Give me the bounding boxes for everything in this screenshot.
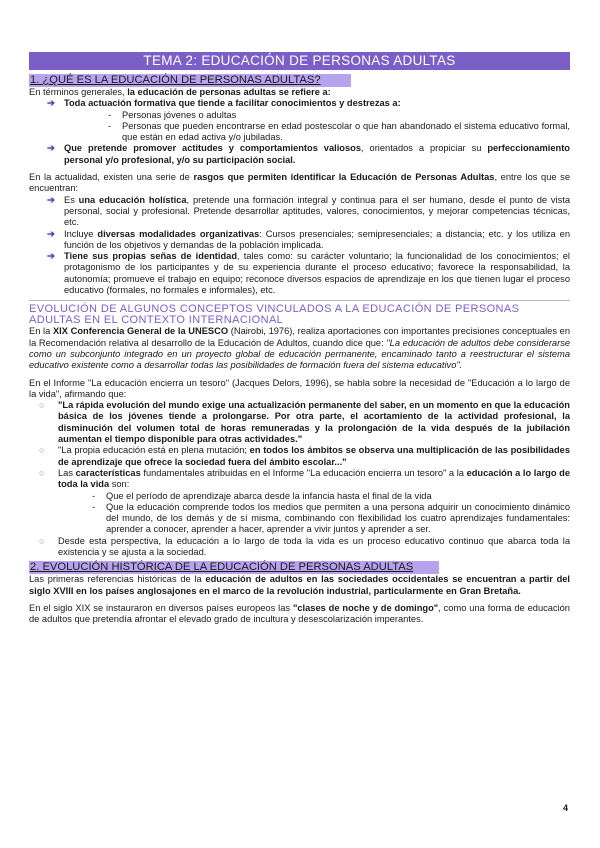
page-title: TEMA 2: EDUCACIÓN DE PERSONAS ADULTAS <box>29 52 570 70</box>
circle-bullet-icon: ○ <box>39 400 45 411</box>
section2-paragraph2: En el siglo XIX se instauraron en diversos países europeos las "clases de noche y de domingo", como una forma de educación de adultos que pretendía afrontar el elevado grado de incultura y desescolarización imperantes. <box>29 602 570 625</box>
arrow-icon: ➔ <box>47 228 55 239</box>
arrow-icon: ➔ <box>47 143 55 154</box>
traits-list <box>29 195 570 297</box>
list-item: ○ "La rápida evolución del mundo exige una actualización permanente del saber, en un momento en que la educación básica de los jóvenes tiende a prolongarse. Por otra parte, el acortamiento de la actividad profesional, la disminución del volumen total de horas remuneradas y la prolongación de la vida después de la jubilación aumentan el tiempo disponible para otras actividades." <box>39 400 570 445</box>
page-number: 4 <box>563 803 569 813</box>
document-page <box>29 52 570 625</box>
circle-bullet-icon: ○ <box>39 535 45 546</box>
unesco-paragraph: En la XIX Conferencia General de la UNESCO (Nairobi, 1976), realiza aportaciones con importantes precisiones conceptuales en la Recomendación relativa al desarrollo de la Educación de Adultos, cuando dice que: "La educación de adultos debe considerarse como un subconjunto integrado en un proyecto global de educación permanente, encaminado tanto a reestructurar el sistema educativo existente como a desarrollar todas las posibilidades de formación fuera del sistema educativo". <box>29 326 571 371</box>
traits-intro: En la actualidad, existen una serie de rasgos que permiten identificar la Educación de Personas Adultas, entre los que se encuentran: <box>29 172 570 194</box>
list-item: ➔ Tiene sus propias señas de identidad, tales como: su carácter voluntario; la funcionalidad de los conocimientos; el protagonismo de los participantes y de su experiencia durante el proceso educativo; favorece la responsabilidad, la autonomía; promueve el trabajo en equipo; reconoce diversos espacios de aprendizaje en los que tienen lugar el proceso educativo (formales, no formales e informales), etc. <box>47 251 570 296</box>
evolution-heading: EVOLUCIÓN DE ALGUNOS CONCEPTOS VINCULADOS A LA EDUCACIÓN DE PERSONAS ADULTAS EN EL CONTEXTO INTERNACIONAL <box>29 300 570 326</box>
arrow-icon: ➔ <box>47 251 55 262</box>
list-item: ➔ Toda actuación formativa que tiende a facilitar conocimientos y destrezas a: - Personas jóvenes o adultas - Personas que pueden encontrarse en edad postescolar o que han abandonado el sistema educativo formal, que están en edad activa y/o jubiladas. <box>47 98 570 143</box>
sub-list-item: - Que la educación comprende todos los medios que permiten a una persona adquirir un conocimiento dinámico del mundo, de los demás y de sí misma, combinando con flexibilidad los cuatro aprendizajes fundamentales: aprender a conocer, aprender a hacer, aprender a vivir juntos y aprender a ser. <box>92 502 570 536</box>
list-item: ○ Desde esta perspectiva, la educación a lo largo de toda la vida es un proceso educativo continuo que abarca toda la existencia y se ajusta a la sociedad. <box>39 535 570 557</box>
list-item: ➔ Es una educación holística, pretende una formación integral y continua para el ser humano, desde el punto de vista personal, social y profesional. Pretende desarrollar aptitudes, valores, conocimientos, y mejorar competencias técnicas, etc. <box>47 194 570 228</box>
section2-paragraph1: Las primeras referencias históricas de la educación de adultos en las sociedades occidentales se encuentran a partir del siglo XVIII en los países anglosajones en el marco de la revolución industrial, particularmente en Gran Bretaña. <box>29 574 570 596</box>
sub-list-item: - Personas jóvenes o adultas <box>108 110 570 121</box>
list-item: ➔ Incluye diversas modalidades organizativas: Cursos presenciales; semipresenciales; a distancia; etc. y los utiliza en función de los objetivos y demandas de la población implicada. <box>47 228 570 250</box>
sub-list-item: - Que el período de aprendizaje abarca desde la infancia hasta el final de la vida <box>92 491 570 502</box>
list-item: ○ Las características fundamentales atribuidas en el Informe "La educación encierra un tesoro" a la educación a lo largo de toda la vida son: - Que el período de aprendizaje abarca desde la infancia hasta el final de la vida - Que la educación comprende todos los medios que permiten a una persona adquirir un conocimiento dinámico del mundo, de los demás y de sí misma, combinando con flexibilidad los cuatro aprendizajes fundamentales: aprender a conocer, aprender a hacer, aprender a vivir juntos y aprender a ser. <box>39 468 570 536</box>
list-item: ○ "La propia educación está en plena mutación; en todos los ámbitos se observa una multiplicación de las posibilidades de aprendizaje que ofrece la sociedad fuera del ámbito escolar..." <box>39 445 571 467</box>
arrow-icon: ➔ <box>47 194 55 205</box>
circle-bullet-icon: ○ <box>39 445 45 456</box>
sub-list <box>64 110 570 144</box>
circle-bullet-icon: ○ <box>39 467 45 478</box>
section1-list <box>29 98 570 166</box>
section1-heading: 1. ¿QUÉ ES LA EDUCACIÓN DE PERSONAS ADULTAS? <box>29 74 351 87</box>
delors-list <box>29 400 570 558</box>
section1-intro: En términos generales, la educación de personas adultas se refiere a: <box>29 87 331 97</box>
sub-list <box>58 491 570 536</box>
sub-list-item: - Personas que pueden encontrarse en edad postescolar o que han abandonado el sistema educativo formal, que están en edad activa y/o jubiladas. <box>108 121 570 144</box>
list-item: ➔ Que pretende promover actitudes y comportamientos valiosos, orientados a propiciar su perfeccionamiento personal y/o profesional, y/o su participación social. <box>47 143 570 165</box>
arrow-icon: ➔ <box>47 98 55 109</box>
delors-paragraph: En el Informe "La educación encierra un tesoro" (Jacques Delors, 1996), se habla sobre la necesidad de "Educación a lo largo de la vida", afirmando que: <box>29 377 570 399</box>
section2-heading: 2. EVOLUCIÓN HISTÓRICA DE LA EDUCACIÓN DE PERSONAS ADULTAS <box>29 561 439 574</box>
